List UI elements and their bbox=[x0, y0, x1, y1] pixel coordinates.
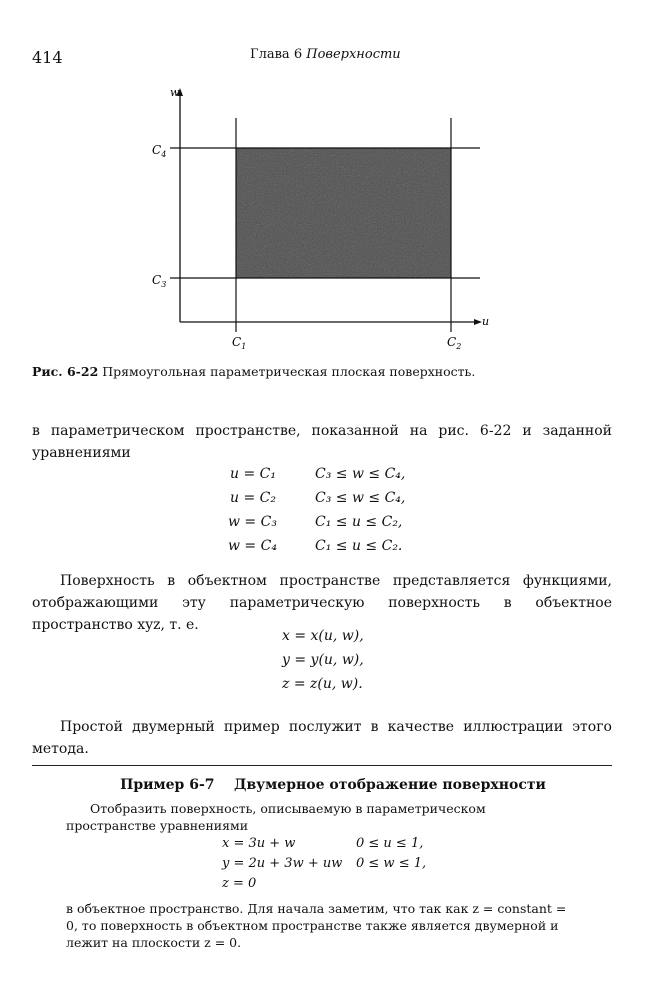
paragraph-3: Простой двумерный пример послужит в качестве иллюстрации этого метода. bbox=[32, 719, 612, 757]
example-title: Пример 6-7 Двумерное отображение поверхности bbox=[120, 777, 546, 793]
figure-parametric-surface bbox=[140, 80, 500, 360]
equation-left: w = C₄ bbox=[228, 538, 277, 554]
page-number: 414 bbox=[32, 48, 63, 67]
example-equations bbox=[0, 836, 666, 896]
equation-block-1 bbox=[0, 466, 666, 562]
label-c4: $C_4$ bbox=[152, 143, 167, 159]
equation-left: y = 2u + 3w + uw bbox=[222, 856, 343, 871]
example-intro: Отобразить поверхность, описываемую в параметрическом пространстве уравнениями bbox=[66, 801, 486, 833]
equation: x = x(u, w), bbox=[282, 628, 364, 644]
chapter-title: Поверхности bbox=[306, 47, 401, 62]
figure-caption bbox=[32, 364, 475, 379]
surface-texture bbox=[236, 148, 451, 278]
equation-left: w = C₃ bbox=[228, 514, 277, 530]
caption-label: Рис. 6-22 bbox=[32, 364, 99, 379]
axis-label-u: u bbox=[482, 315, 490, 328]
equation-right: C₁ ≤ u ≤ C₂. bbox=[315, 538, 403, 554]
label-c1: $C_1$ bbox=[232, 335, 247, 351]
equation-left: z = 0 bbox=[222, 876, 257, 891]
equation: z = z(u, w). bbox=[282, 676, 363, 692]
equation-right: 0 ≤ u ≤ 1, bbox=[356, 836, 424, 851]
label-c2: $C_2$ bbox=[447, 335, 462, 351]
equation-right: C₁ ≤ u ≤ C₂, bbox=[315, 514, 403, 530]
example-outro: в объектное пространство. Для начала заметим, что так как z = constant = 0, то поверхность в объектном пространстве также является двумерной и лежит на плоскости z = 0. bbox=[66, 901, 567, 950]
equation-block-2 bbox=[0, 628, 666, 698]
axis-label-w: w bbox=[170, 86, 180, 99]
running-head bbox=[250, 47, 401, 62]
equation-right: 0 ≤ w ≤ 1, bbox=[356, 856, 427, 871]
chapter-label: Глава 6 bbox=[250, 47, 303, 62]
equation-right: C₃ ≤ w ≤ C₄, bbox=[315, 466, 406, 482]
equation-left: x = 3u + w bbox=[222, 836, 296, 851]
section-divider bbox=[32, 765, 612, 766]
equation-right: C₃ ≤ w ≤ C₄, bbox=[315, 490, 406, 506]
equation: y = y(u, w), bbox=[282, 652, 364, 668]
paragraph-2: Поверхность в объектном пространстве представляется функциями, отображающими эту параметрическую поверхность в объектное пространство xyz, т. е. bbox=[32, 573, 612, 633]
equation-left: u = C₁ bbox=[230, 466, 276, 482]
caption-text: Прямоугольная параметрическая плоская поверхность. bbox=[102, 364, 476, 379]
paragraph-1: в параметрическом пространстве, показанной на рис. 6-22 и заданной уравнениями bbox=[32, 423, 612, 461]
u-axis-arrow bbox=[474, 319, 482, 325]
equation-left: u = C₂ bbox=[230, 490, 276, 506]
label-c3: $C_3$ bbox=[152, 273, 167, 289]
